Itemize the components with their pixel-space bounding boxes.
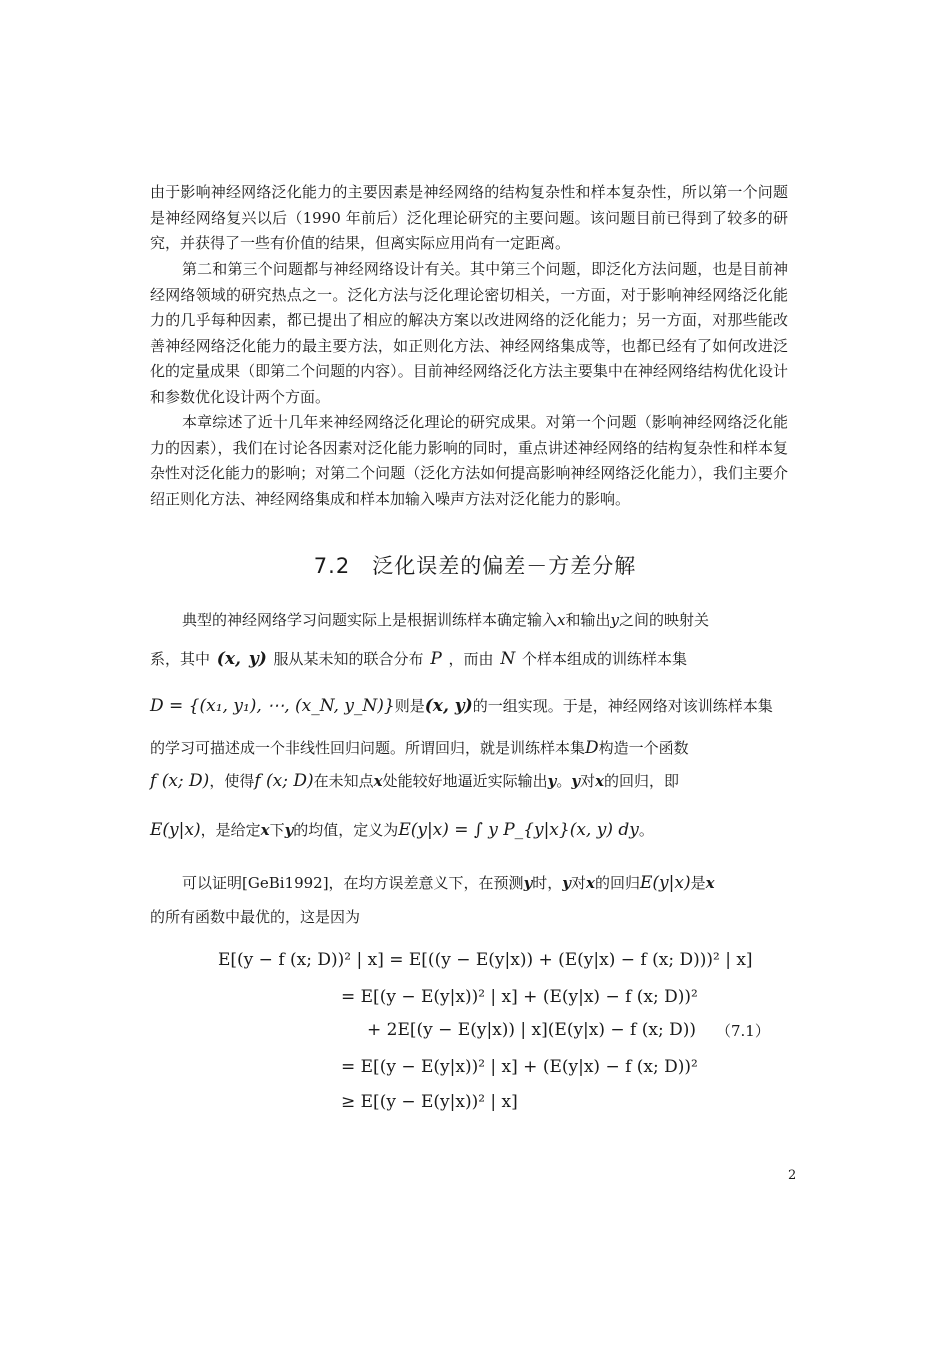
conditional-mean-definition: E(y|x) = ∫ y P_{y|x}(x, y) dy	[398, 820, 639, 840]
body-line-6: E(y|x)，是给定x下y的均值，定义为E(y|x) = ∫ y P_{y|x}(x, y) dy。	[150, 820, 654, 840]
equation-number: （7.1）	[716, 1022, 770, 1040]
body-line-5: f (x; D)，使得f (x; D)在未知点x处能较好地逼近实际输出y。y对x的回归，即	[150, 771, 680, 791]
section-heading	[0, 550, 950, 580]
body-line-2: 系，其中 (x, y) 服从某未知的联合分布 P ，而由 N 个样本组成的训练样本集	[150, 649, 688, 669]
section-number: 7.2	[313, 554, 351, 578]
equation-line-4: = E[(y − E(y|x))² | x] + (E(y|x) − f (x; D))²	[341, 1057, 698, 1077]
section-title-text: 泛化误差的偏差－方差分解	[372, 554, 637, 578]
equation-line-1: E[(y − f (x; D))² | x] = E[((y − E(y|x)) + (E(y|x) − f (x; D)))² | x]	[218, 950, 753, 970]
body-line-1: 典型的神经网络学习问题实际上是根据训练样本确定输入x和输出y之间的映射关	[182, 611, 709, 629]
body-line-7: 可以证明[GeBi1992]，在均方误差意义下，在预测y时，y对x的回归E(y|x)是x	[182, 873, 715, 893]
page-number: 2	[788, 1168, 797, 1183]
body-line-3: D = {(x₁, y₁), ⋯, (x_N, y_N)}则是(x, y)的一组实现。于是，神经网络对该训练样本集	[150, 696, 773, 716]
equation-line-2: = E[(y − E(y|x))² | x] + (E(y|x) − f (x; D))²	[341, 987, 698, 1007]
body-line-8: 的所有函数中最优的，这是因为	[150, 908, 361, 926]
training-set-formula: D = {(x₁, y₁), ⋯, (x_N, y_N)}	[150, 696, 395, 716]
equation-line-5: ≥ E[(y − E(y|x))² | x]	[341, 1092, 518, 1112]
paragraph-3: 本章综述了近十几年来神经网络泛化理论的研究成果。对第一个问题（影响神经网络泛化能力的因素），我们在讨论各因素对泛化能力影响的同时，重点讲述神经网络的结构复杂性和样本复杂性对泛化能力的影响；对第二个问题（泛化方法如何提高影响神经网络泛化能力），我们主要介绍正则化方法、神经网络集成和样本加输入噪声方法对泛化能力的影响。	[150, 413, 788, 508]
body-line-4: 的学习可描述成一个非线性回归问题。所谓回归，就是训练样本集D构造一个函数	[150, 738, 689, 758]
paragraph-2: 第二和第三个问题都与神经网络设计有关。其中第三个问题，即泛化方法问题，也是目前神经网络领域的研究热点之一。泛化方法与泛化理论密切相关，一方面，对于影响神经网络泛化能力的几乎每种因素，都已提出了相应的解决方案以改进网络的泛化能力；另一方面，对那些能改善神经网络泛化能力的最主要方法，如正则化方法、神经网络集成等，也都已经有了如何改进泛化的定量成果（即第二个问题的内容）。目前神经网络泛化方法主要集中在神经网络结构优化设计和参数优化设计两个方面。	[150, 260, 788, 406]
paragraph-1: 由于影响神经网络泛化能力的主要因素是神经网络的结构复杂性和样本复杂性，所以第一个问题是神经网络复兴以后（1990 年前后）泛化理论研究的主要问题。该问题目前已得到了较多的研究，并获得了一些有价值的结果，但离实际应用尚有一定距离。	[150, 183, 788, 253]
equation-line-3: + 2E[(y − E(y|x)) | x](E(y|x) − f (x; D))	[367, 1020, 696, 1040]
